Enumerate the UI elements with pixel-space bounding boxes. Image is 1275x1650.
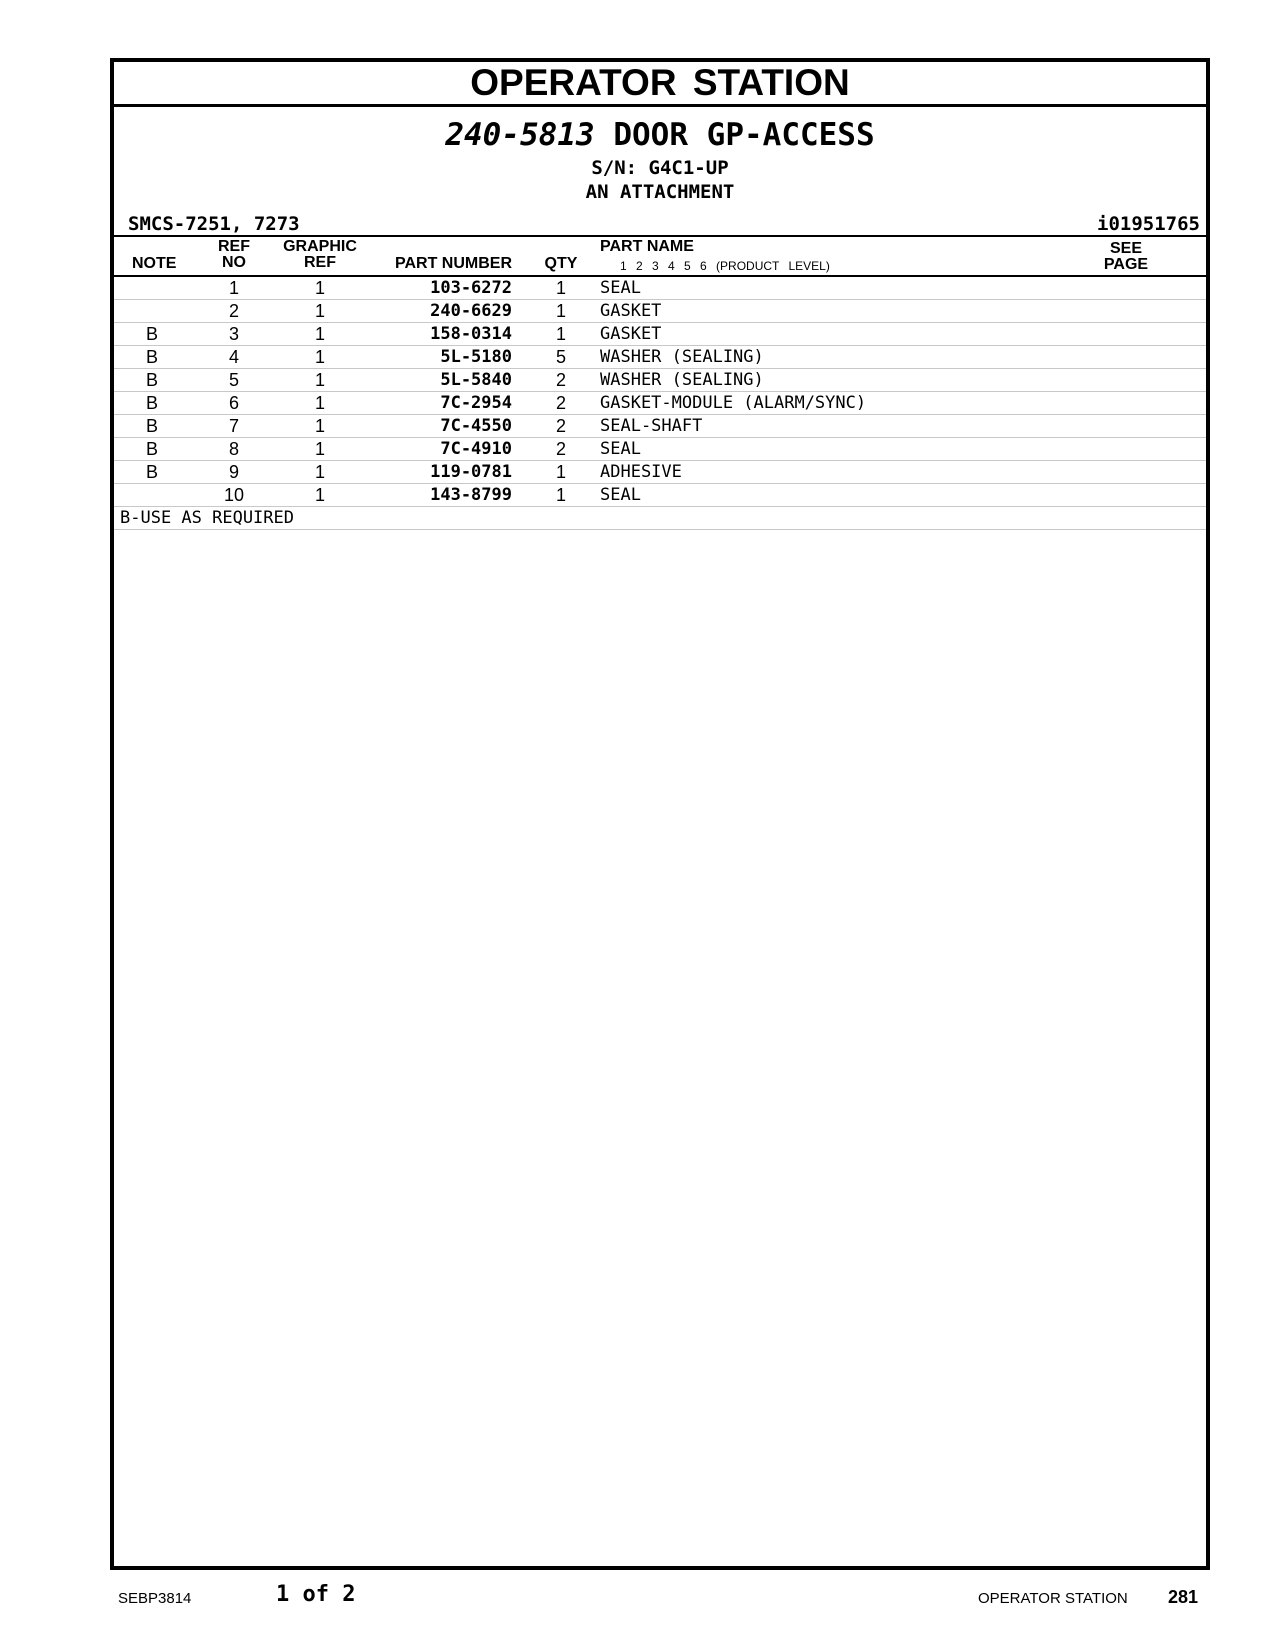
row-ref-no: 2 xyxy=(228,301,239,321)
col-ref-no-line2: NO xyxy=(222,254,246,271)
row-ref-no: 8 xyxy=(228,439,239,459)
table-row xyxy=(114,438,1206,461)
row-part-name: ADHESIVE xyxy=(600,462,682,482)
col-part-number: PART NUMBER xyxy=(394,255,512,272)
row-graphic-ref: 1 xyxy=(314,278,325,298)
row-graphic-ref: 1 xyxy=(314,416,325,436)
row-qty: 1 xyxy=(555,324,566,344)
group-header xyxy=(114,107,1206,235)
row-graphic-ref: 1 xyxy=(314,462,325,482)
group-title xyxy=(114,117,1206,153)
row-qty: 1 xyxy=(555,278,566,298)
row-graphic-ref: 1 xyxy=(314,439,325,459)
group-number: 240-5813 xyxy=(445,117,595,153)
row-part-number: 143-8799 xyxy=(430,485,512,505)
col-see-page xyxy=(1096,241,1156,273)
col-part-name: PART NAME xyxy=(600,238,694,255)
row-graphic-ref: 1 xyxy=(314,301,325,321)
row-ref-no: 4 xyxy=(228,347,239,367)
row-qty: 1 xyxy=(555,301,566,321)
table-row xyxy=(114,369,1206,392)
row-ref-no: 6 xyxy=(228,393,239,413)
table-row xyxy=(114,461,1206,484)
footer-page-of: 1 of 2 xyxy=(276,1582,356,1607)
parts-sheet xyxy=(110,58,1210,1570)
row-ref-no: 7 xyxy=(228,416,239,436)
row-ref-no: 10 xyxy=(223,485,245,505)
row-part-number: 158-0314 xyxy=(430,324,512,344)
table-row xyxy=(114,300,1206,323)
row-part-name: GASKET-MODULE (ALARM/SYNC) xyxy=(600,393,867,413)
row-note: B xyxy=(145,439,158,459)
parts-list xyxy=(114,277,1206,530)
footer-doc-id: SEBP3814 xyxy=(118,1590,192,1607)
col-graphic-ref-line2: REF xyxy=(304,254,336,271)
table-row xyxy=(114,484,1206,507)
section-banner xyxy=(114,62,1206,107)
col-qty: QTY xyxy=(544,255,578,272)
row-graphic-ref: 1 xyxy=(314,324,325,344)
row-part-name: GASKET xyxy=(600,324,662,344)
row-part-number: 103-6272 xyxy=(430,278,512,298)
table-row xyxy=(114,346,1206,369)
row-graphic-ref: 1 xyxy=(314,393,325,413)
illustration-id: i01951765 xyxy=(1097,213,1200,235)
row-ref-no: 1 xyxy=(228,278,239,298)
row-part-name: WASHER (SEALING) xyxy=(600,347,764,367)
row-qty: 2 xyxy=(555,439,566,459)
product-level-labels: 1 2 3 4 5 6 (PRODUCT LEVEL) xyxy=(620,259,830,273)
notes-line: B-USE AS REQUIRED xyxy=(114,507,1206,530)
row-part-number: 5L-5840 xyxy=(440,370,512,390)
row-graphic-ref: 1 xyxy=(314,485,325,505)
row-part-name: SEAL xyxy=(600,485,641,505)
col-ref-no xyxy=(204,239,264,271)
smcs-code: SMCS-7251, 7273 xyxy=(128,213,300,235)
table-row xyxy=(114,323,1206,346)
table-row xyxy=(114,415,1206,438)
row-graphic-ref: 1 xyxy=(314,370,325,390)
row-part-number: 5L-5180 xyxy=(440,347,512,367)
row-part-name: WASHER (SEALING) xyxy=(600,370,764,390)
row-qty: 2 xyxy=(555,370,566,390)
col-see-page-line1: SEE xyxy=(1109,240,1142,257)
col-ref-no-line1: REF xyxy=(218,238,250,255)
group-name: DOOR GP-ACCESS xyxy=(613,117,875,153)
col-note: NOTE xyxy=(132,255,177,272)
row-part-name: GASKET xyxy=(600,301,662,321)
row-ref-no: 5 xyxy=(228,370,239,390)
row-part-name: SEAL xyxy=(600,278,641,298)
row-note: B xyxy=(145,347,158,367)
row-qty: 2 xyxy=(555,393,566,413)
row-part-number: 240-6629 xyxy=(430,301,512,321)
serial-number: S/N: G4C1-UP xyxy=(591,157,729,179)
attachment-label: AN ATTACHMENT xyxy=(585,181,735,203)
row-qty: 1 xyxy=(555,485,566,505)
row-qty: 5 xyxy=(555,347,566,367)
row-note: B xyxy=(145,416,158,436)
row-graphic-ref: 1 xyxy=(314,347,325,367)
row-note: B xyxy=(145,393,158,413)
row-qty: 1 xyxy=(555,462,566,482)
row-part-number: 7C-4550 xyxy=(440,416,512,436)
row-part-name: SEAL xyxy=(600,439,641,459)
row-note: B xyxy=(145,324,158,344)
footer-section: OPERATOR STATION xyxy=(978,1590,1128,1607)
row-qty: 2 xyxy=(555,416,566,436)
row-part-name: SEAL-SHAFT xyxy=(600,416,703,436)
col-graphic-ref-line1: GRAPHIC xyxy=(283,238,357,255)
row-part-number: 7C-4910 xyxy=(440,439,512,459)
footer-page-number: 281 xyxy=(1168,1587,1199,1607)
table-row xyxy=(114,392,1206,415)
table-header xyxy=(114,235,1206,277)
col-see-page-line2: PAGE xyxy=(1103,256,1149,273)
section-title: OPERATOR STATION xyxy=(470,62,850,103)
col-graphic-ref xyxy=(275,239,365,271)
row-note: B xyxy=(145,370,158,390)
row-part-number: 119-0781 xyxy=(430,462,512,482)
row-ref-no: 3 xyxy=(228,324,239,344)
table-row xyxy=(114,277,1206,300)
row-part-number: 7C-2954 xyxy=(440,393,512,413)
row-ref-no: 9 xyxy=(228,462,239,482)
row-note: B xyxy=(145,462,158,482)
